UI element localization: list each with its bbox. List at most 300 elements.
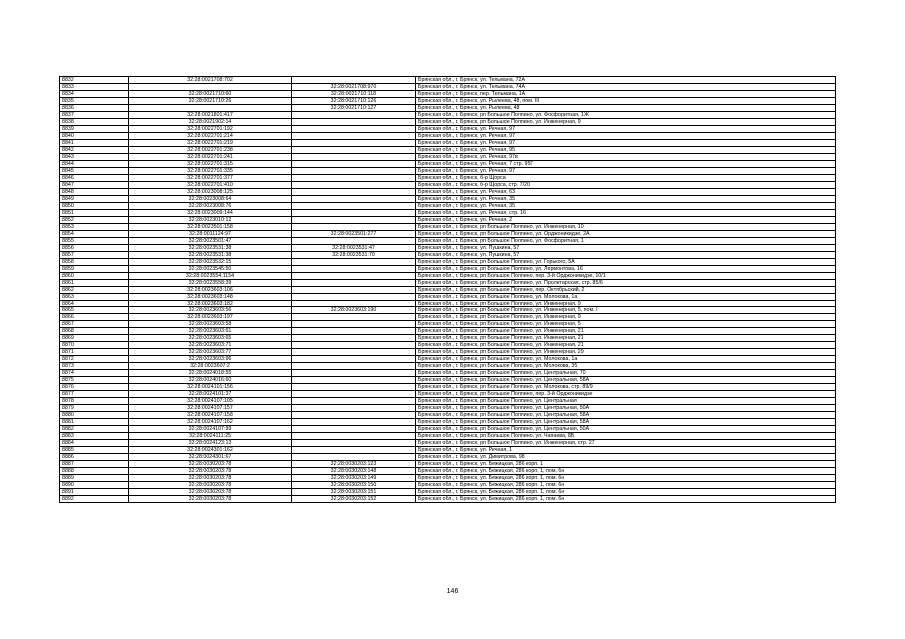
related-cadastral-cell bbox=[292, 349, 416, 356]
related-cadastral-cell bbox=[292, 111, 416, 118]
registry-table bbox=[59, 76, 836, 503]
cadastral-number-cell: 32:28:0030203:78 bbox=[129, 468, 292, 475]
related-cadastral-cell bbox=[292, 209, 416, 216]
table-row bbox=[60, 461, 836, 468]
address-cell: Брянская обл., г. Брянск, ул. Речная, 97 bbox=[416, 132, 836, 139]
address-cell: Брянская обл., г. Брянск, пер. Тельмана, 1А bbox=[416, 90, 836, 97]
address-cell: Брянская обл., г. Брянск, ул. Речная, 63 bbox=[416, 188, 836, 195]
cadastral-number-cell: 32:28:0023554:1154 bbox=[129, 272, 292, 279]
related-cadastral-cell bbox=[292, 167, 416, 174]
address-cell: Брянская обл., г. Брянск, рп Большое Полпино, ул. Молокова, стр. 89/9 bbox=[416, 384, 836, 391]
table-row bbox=[60, 314, 836, 321]
related-cadastral-cell bbox=[292, 391, 416, 398]
cadastral-number-cell: 32:28:0023008:76 bbox=[129, 202, 292, 209]
row-number-cell: 8875 bbox=[60, 377, 129, 384]
table-row bbox=[60, 83, 836, 90]
related-cadastral-cell bbox=[292, 405, 416, 412]
cadastral-number-cell: 32:28:0023603:106 bbox=[129, 286, 292, 293]
table-row bbox=[60, 167, 836, 174]
address-cell: Брянская обл., г. Брянск, ул. Речная, 97 bbox=[416, 167, 836, 174]
row-number-cell: 8866 bbox=[60, 314, 129, 321]
table-row bbox=[60, 349, 836, 356]
related-cadastral-cell bbox=[292, 454, 416, 461]
address-cell: Брянская обл., г. Брянск, ул. Речная, 1 bbox=[416, 447, 836, 454]
row-number-cell: 8877 bbox=[60, 391, 129, 398]
table-row bbox=[60, 174, 836, 181]
table-row bbox=[60, 412, 836, 419]
table-row bbox=[60, 230, 836, 237]
row-number-cell: 8879 bbox=[60, 405, 129, 412]
cadastral-number-cell: 32:28:0023607:2 bbox=[129, 363, 292, 370]
address-cell: Брянская обл., г. Брянск, ул. Бежицкая, 286 корп. 1, пом. 6н bbox=[416, 496, 836, 503]
row-number-cell: 8884 bbox=[60, 440, 129, 447]
cadastral-number-cell: 32:28:0023603:148 bbox=[129, 293, 292, 300]
table-row bbox=[60, 202, 836, 209]
row-number-cell: 8867 bbox=[60, 321, 129, 328]
related-cadastral-cell bbox=[292, 181, 416, 188]
row-number-cell: 8886 bbox=[60, 454, 129, 461]
address-cell: Брянская обл., г. Брянск, рп Большое Полпино, ул. Центральная, 58А bbox=[416, 377, 836, 384]
table-row bbox=[60, 475, 836, 482]
related-cadastral-cell bbox=[292, 195, 416, 202]
address-cell: Брянская обл., г. Брянск, ул. Рылеева, 48, пом. III bbox=[416, 97, 836, 104]
related-cadastral-cell bbox=[292, 363, 416, 370]
address-cell: Брянская обл., г. Брянск, рп Большое Полпино, ул. Центральная, 50А bbox=[416, 405, 836, 412]
row-number-cell: 8868 bbox=[60, 328, 129, 335]
related-cadastral-cell bbox=[292, 398, 416, 405]
address-cell: Брянская обл., г. Брянск, рп Большое Полпино, ул. Инженерная, стр. 27 bbox=[416, 440, 836, 447]
table-row bbox=[60, 342, 836, 349]
table-row bbox=[60, 370, 836, 377]
row-number-cell: 8878 bbox=[60, 398, 129, 405]
address-cell: Брянская обл., г. Брянск, рп Большое Полпино, ул. Орджоникидзе, 2А bbox=[416, 230, 836, 237]
cadastral-number-cell: 32:28:0022701:192 bbox=[129, 125, 292, 132]
address-cell: Брянская обл., г. Брянск, ул. Речная, 7 стр. 95Г bbox=[416, 160, 836, 167]
row-number-cell: 8832 bbox=[60, 77, 129, 84]
cadastral-number-cell: 32:28:0024101:156 bbox=[129, 384, 292, 391]
cadastral-number-cell: 32:28:0024301:162 bbox=[129, 447, 292, 454]
address-cell: Брянская обл., г. Брянск, рп Большое Полпино, ул. Инженерная, 21 bbox=[416, 335, 836, 342]
related-cadastral-cell: 32:28:0030203:150 bbox=[292, 482, 416, 489]
address-cell: Брянская обл., г. Брянск, ул. Речная, 35 bbox=[416, 195, 836, 202]
cadastral-number-cell: 32:28:0023545:50 bbox=[129, 265, 292, 272]
cadastral-number-cell: 32:28:0021801:417 bbox=[129, 111, 292, 118]
table-row bbox=[60, 496, 836, 503]
row-number-cell: 8874 bbox=[60, 370, 129, 377]
cadastral-number-cell: 32:28:0022701:335 bbox=[129, 167, 292, 174]
row-number-cell: 8858 bbox=[60, 258, 129, 265]
table-row bbox=[60, 405, 836, 412]
address-cell: Брянская обл., г. Брянск, ул. Речная, 2 bbox=[416, 216, 836, 223]
cadastral-number-cell: 32:28:0021710:26 bbox=[129, 97, 292, 104]
cadastral-number-cell: 32:28:0022701:238 bbox=[129, 146, 292, 153]
row-number-cell: 8871 bbox=[60, 349, 129, 356]
related-cadastral-cell: 32:28:0030203:152 bbox=[292, 496, 416, 503]
cadastral-number-cell: 32:28:0023008:64 bbox=[129, 195, 292, 202]
row-number-cell: 8887 bbox=[60, 461, 129, 468]
row-number-cell: 8850 bbox=[60, 202, 129, 209]
related-cadastral-cell bbox=[292, 139, 416, 146]
row-number-cell: 8846 bbox=[60, 174, 129, 181]
related-cadastral-cell: 32:28:0030203:148 bbox=[292, 468, 416, 475]
related-cadastral-cell: 32:28:0021710:126 bbox=[292, 97, 416, 104]
row-number-cell: 8854 bbox=[60, 230, 129, 237]
table-row bbox=[60, 146, 836, 153]
related-cadastral-cell: 32:28:0030203:123 bbox=[292, 461, 416, 468]
table-row bbox=[60, 160, 836, 167]
table-row bbox=[60, 223, 836, 230]
address-cell: Брянская обл., г. Брянск, ул. Речная, 35 bbox=[416, 202, 836, 209]
address-cell: Брянская обл., г. Брянск, ул. Пушкина, 57 bbox=[416, 251, 836, 258]
table-row bbox=[60, 391, 836, 398]
address-cell: Брянская обл., г. Брянск, ул. Пушкина, 57 bbox=[416, 244, 836, 251]
table-row bbox=[60, 188, 836, 195]
table-row bbox=[60, 237, 836, 244]
address-cell: Брянская обл., г. Брянск, рп Большое Полпино, ул. Центральная, 50А bbox=[416, 426, 836, 433]
address-cell: Брянская обл., г. Брянск, рп Большое Полпино, ул. Инженерная, 21 bbox=[416, 342, 836, 349]
row-number-cell: 8880 bbox=[60, 412, 129, 419]
row-number-cell: 8836 bbox=[60, 104, 129, 111]
cadastral-number-cell: 32:28:0023603:61 bbox=[129, 328, 292, 335]
related-cadastral-cell bbox=[292, 118, 416, 125]
cadastral-number-cell: 32:28:0024101:37 bbox=[129, 391, 292, 398]
table-row bbox=[60, 104, 836, 111]
related-cadastral-cell bbox=[292, 384, 416, 391]
table-row bbox=[60, 272, 836, 279]
row-number-cell: 8860 bbox=[60, 272, 129, 279]
table-row bbox=[60, 258, 836, 265]
table-row bbox=[60, 209, 836, 216]
related-cadastral-cell: 32:28:0021708:970 bbox=[292, 83, 416, 90]
related-cadastral-cell bbox=[292, 293, 416, 300]
cadastral-number-cell: 32:28:0024111:25 bbox=[129, 433, 292, 440]
address-cell: Брянская обл., г. Брянск, ул. Речная, 97 bbox=[416, 125, 836, 132]
related-cadastral-cell: 32:28:0023603:190 bbox=[292, 307, 416, 314]
cadastral-number-cell: 32:28:0023603:65 bbox=[129, 335, 292, 342]
cadastral-number-cell: 32:28:0023603:71 bbox=[129, 342, 292, 349]
related-cadastral-cell bbox=[292, 433, 416, 440]
cadastral-number-cell: 32:28:0030203:78 bbox=[129, 475, 292, 482]
cadastral-number-cell: 32:28:0022701:315 bbox=[129, 160, 292, 167]
table-row bbox=[60, 244, 836, 251]
row-number-cell: 8847 bbox=[60, 181, 129, 188]
cadastral-number-cell: 32:28:0024018:55 bbox=[129, 370, 292, 377]
cadastral-number-cell: 32:28:0023532:15 bbox=[129, 258, 292, 265]
table-row bbox=[60, 307, 836, 314]
related-cadastral-cell bbox=[292, 216, 416, 223]
row-number-cell: 8838 bbox=[60, 118, 129, 125]
address-cell: Брянская обл., г. Брянск, ул. Тельмана, 74А bbox=[416, 83, 836, 90]
row-number-cell: 8857 bbox=[60, 251, 129, 258]
table-row bbox=[60, 363, 836, 370]
row-number-cell: 8848 bbox=[60, 188, 129, 195]
cadastral-number-cell: 32:28:0022701:377 bbox=[129, 174, 292, 181]
address-cell: Брянская обл., г. Брянск, рп Большое Полпино, ул. Молокова, 35 bbox=[416, 363, 836, 370]
row-number-cell: 8849 bbox=[60, 195, 129, 202]
row-number-cell: 8881 bbox=[60, 419, 129, 426]
cadastral-number-cell: 32:28:0022701:214 bbox=[129, 132, 292, 139]
table-row bbox=[60, 139, 836, 146]
related-cadastral-cell bbox=[292, 419, 416, 426]
address-cell: Брянская обл., г. Брянск, рп Большое Полпино, ул. Центральная, 58А bbox=[416, 419, 836, 426]
row-number-cell: 8872 bbox=[60, 356, 129, 363]
table-row bbox=[60, 118, 836, 125]
cadastral-number-cell: 32:28:0022701:241 bbox=[129, 153, 292, 160]
cadastral-number-cell: 32:28:0024301:67 bbox=[129, 454, 292, 461]
related-cadastral-cell: 32:28:0030203:151 bbox=[292, 489, 416, 496]
row-number-cell: 8863 bbox=[60, 293, 129, 300]
row-number-cell: 8885 bbox=[60, 447, 129, 454]
cadastral-number-cell: 32:28:0030203:78 bbox=[129, 461, 292, 468]
table-row bbox=[60, 419, 836, 426]
cadastral-number-cell: 32:28:0024123:13 bbox=[129, 440, 292, 447]
address-cell: Брянская обл., г. Брянск, ул. Бежицкая, 286 корп. 1, пом. 6н bbox=[416, 468, 836, 475]
table-row bbox=[60, 398, 836, 405]
table-row bbox=[60, 195, 836, 202]
row-number-cell: 8853 bbox=[60, 223, 129, 230]
address-cell: Брянская обл., г. Брянск, ул. Речная, 95 bbox=[416, 146, 836, 153]
address-cell: Брянская обл., г. Брянск, рп Большое Полпино, ул. Фосфоритная, 1Ж bbox=[416, 111, 836, 118]
address-cell: Брянская обл., г. Брянск, ул. Бежицкая, 286 корп. 1, пом. 6н bbox=[416, 489, 836, 496]
address-cell: Брянская обл., г. Брянск, рп Большое Полпино, ул. Инженерная, 29 bbox=[416, 349, 836, 356]
cadastral-number-cell: 32:28:0023009:144 bbox=[129, 209, 292, 216]
table-row bbox=[60, 440, 836, 447]
related-cadastral-cell bbox=[292, 272, 416, 279]
related-cadastral-cell bbox=[292, 286, 416, 293]
address-cell: Брянская обл., г. Брянск, ул. Речная, 97в bbox=[416, 153, 836, 160]
address-cell: Брянская обл., г. Брянск, ул. Речная, 97 bbox=[416, 139, 836, 146]
row-number-cell: 8888 bbox=[60, 468, 129, 475]
cadastral-number-cell: 32:28:0024107:158 bbox=[129, 412, 292, 419]
address-cell: Брянская обл., г. Брянск, рп Большое Полпино, пер. 3-й Орджоникидзе bbox=[416, 391, 836, 398]
related-cadastral-cell: 32:28:0021710:118 bbox=[292, 90, 416, 97]
related-cadastral-cell: 32:28:0021710:127 bbox=[292, 104, 416, 111]
row-number-cell: 8856 bbox=[60, 244, 129, 251]
table-row bbox=[60, 300, 836, 307]
table-row bbox=[60, 426, 836, 433]
address-cell: Брянская обл., г. Брянск, рп Большое Полпино, ул. Центральная bbox=[416, 398, 836, 405]
related-cadastral-cell bbox=[292, 146, 416, 153]
table-row bbox=[60, 286, 836, 293]
cadastral-number-cell: 32:28:0021708:702 bbox=[129, 77, 292, 84]
row-number-cell: 8883 bbox=[60, 433, 129, 440]
row-number-cell: 8855 bbox=[60, 237, 129, 244]
row-number-cell: 8864 bbox=[60, 300, 129, 307]
cadastral-number-cell: 32:28:0024107:157 bbox=[129, 405, 292, 412]
address-cell: Брянская обл., г. Брянск, рп Большое Полпино, ул. Фосфоритная, 1 bbox=[416, 237, 836, 244]
related-cadastral-cell bbox=[292, 202, 416, 209]
related-cadastral-cell: 32:28:0023531:70 bbox=[292, 251, 416, 258]
address-cell: Брянская обл., г. Брянск, рп Большое Полпино, ул. Инженерная, 9 bbox=[416, 314, 836, 321]
table-row bbox=[60, 90, 836, 97]
related-cadastral-cell bbox=[292, 377, 416, 384]
cadastral-number-cell: 32:28:0023603:182 bbox=[129, 300, 292, 307]
table-row bbox=[60, 216, 836, 223]
row-number-cell: 8890 bbox=[60, 482, 129, 489]
cadastral-number-cell: 32:28:0023531:38 bbox=[129, 251, 292, 258]
row-number-cell: 8892 bbox=[60, 496, 129, 503]
cadastral-number-cell: 32:28:0023603:58 bbox=[129, 321, 292, 328]
table-row bbox=[60, 181, 836, 188]
cadastral-number-cell: 32:28:0021710:60 bbox=[129, 90, 292, 97]
row-number-cell: 8861 bbox=[60, 279, 129, 286]
row-number-cell: 8869 bbox=[60, 335, 129, 342]
cadastral-number-cell: 32:28:0023603:56 bbox=[129, 307, 292, 314]
cadastral-number-cell: 32:28:0024016:60 bbox=[129, 377, 292, 384]
table-row bbox=[60, 321, 836, 328]
cadastral-number-cell: 32:28:0023603:197 bbox=[129, 314, 292, 321]
table-row bbox=[60, 356, 836, 363]
address-cell: Брянская обл., г. Брянск, б-р Щорса, стр. 7/20 bbox=[416, 181, 836, 188]
address-cell: Брянская обл., г. Брянск, рп Большое Полпино, пер. Октябрьский, 2 bbox=[416, 286, 836, 293]
related-cadastral-cell bbox=[292, 342, 416, 349]
page-number: 146 bbox=[446, 588, 459, 595]
table-row bbox=[60, 111, 836, 118]
cadastral-number-cell: 32:28:0023603:96 bbox=[129, 356, 292, 363]
table-row bbox=[60, 482, 836, 489]
cadastral-number-cell: 32:28:0024107:105 bbox=[129, 398, 292, 405]
table-row bbox=[60, 328, 836, 335]
address-cell: Брянская обл., г. Брянск, рп Большое Полпино, ул. Инженерная, 10 bbox=[416, 223, 836, 230]
table-row bbox=[60, 293, 836, 300]
row-number-cell: 8870 bbox=[60, 342, 129, 349]
related-cadastral-cell bbox=[292, 440, 416, 447]
cadastral-number-cell: 32:28:0022701:219 bbox=[129, 139, 292, 146]
cadastral-number-cell: 32:28:0023558:39 bbox=[129, 279, 292, 286]
address-cell: Брянская обл., г. Брянск, рп Большое Полпино, ул. Инженерная, 9 bbox=[416, 300, 836, 307]
row-number-cell: 8865 bbox=[60, 307, 129, 314]
row-number-cell: 8876 bbox=[60, 384, 129, 391]
address-cell: Брянская обл., г. Брянск, рп Большое Полпино, ул. Инженерная, 9 bbox=[416, 118, 836, 125]
table-row bbox=[60, 335, 836, 342]
row-number-cell: 8839 bbox=[60, 125, 129, 132]
table-row bbox=[60, 377, 836, 384]
cadastral-number-cell: 32:28:0023501:47 bbox=[129, 237, 292, 244]
cadastral-number-cell bbox=[129, 104, 292, 111]
table-row bbox=[60, 279, 836, 286]
address-cell: Брянская обл., г. Брянск, рп Большое Полпино, ул. Центральная, 58А bbox=[416, 412, 836, 419]
related-cadastral-cell bbox=[292, 412, 416, 419]
address-cell: Брянская обл., г. Брянск, ул. Бежицкая, 286 корп. 1, пом. 6н bbox=[416, 482, 836, 489]
address-cell: Брянская обл., г. Брянск, рп Большое Полпино, ул. Горького, 5А bbox=[416, 258, 836, 265]
address-cell: Брянская обл., г. Брянск, б-р Щорса bbox=[416, 174, 836, 181]
cadastral-number-cell: 32:28:0023501:158 bbox=[129, 223, 292, 230]
cadastral-number-cell: 32:28:0023531:38 bbox=[129, 244, 292, 251]
row-number-cell: 8852 bbox=[60, 216, 129, 223]
related-cadastral-cell bbox=[292, 328, 416, 335]
related-cadastral-cell bbox=[292, 174, 416, 181]
address-cell: Брянская обл., г. Брянск, ул. Бежицкая, 286 корп. 1 bbox=[416, 461, 836, 468]
related-cadastral-cell bbox=[292, 77, 416, 84]
row-number-cell: 8889 bbox=[60, 475, 129, 482]
table-row bbox=[60, 489, 836, 496]
related-cadastral-cell bbox=[292, 314, 416, 321]
address-cell: Брянская обл., г. Брянск, рп Большое Полпино, ул. Молокова, 1а bbox=[416, 356, 836, 363]
related-cadastral-cell bbox=[292, 370, 416, 377]
related-cadastral-cell bbox=[292, 132, 416, 139]
cadastral-number-cell bbox=[129, 83, 292, 90]
table-row bbox=[60, 77, 836, 84]
address-cell: Брянская обл., г. Брянск, рп Большое Полпино, ул. Чапаева, 8Б bbox=[416, 433, 836, 440]
row-number-cell: 8891 bbox=[60, 489, 129, 496]
address-cell: Брянская обл., г. Брянск, рп Большое Полпино, ул. Центральная, 70 bbox=[416, 370, 836, 377]
related-cadastral-cell bbox=[292, 258, 416, 265]
row-number-cell: 8862 bbox=[60, 286, 129, 293]
table-row bbox=[60, 447, 836, 454]
table-row bbox=[60, 97, 836, 104]
related-cadastral-cell bbox=[292, 321, 416, 328]
cadastral-number-cell: 32:28:0030203:78 bbox=[129, 496, 292, 503]
address-cell: Брянская обл., г. Брянск, ул. Рылеева, 48 bbox=[416, 104, 836, 111]
row-number-cell: 8835 bbox=[60, 97, 129, 104]
address-cell: Брянская обл., г. Брянск, рп Большое Полпино, ул. Молокова, 1а bbox=[416, 293, 836, 300]
row-number-cell: 8843 bbox=[60, 153, 129, 160]
row-number-cell: 8873 bbox=[60, 363, 129, 370]
row-number-cell: 8859 bbox=[60, 265, 129, 272]
row-number-cell: 8851 bbox=[60, 209, 129, 216]
cadastral-number-cell: 32:28:0023008:125 bbox=[129, 188, 292, 195]
address-cell: Брянская обл., г. Брянск, ул. Речная, стр. 16 bbox=[416, 209, 836, 216]
address-cell: Брянская обл., г. Брянск, рп Большое Полпино, ул. Инженерная, 5 bbox=[416, 321, 836, 328]
address-cell: Брянская обл., г. Брянск, рп Большое Полпино, ул. Пролетарская, стр. 85/6 bbox=[416, 279, 836, 286]
cadastral-number-cell: 32:28:0021902:14 bbox=[129, 118, 292, 125]
related-cadastral-cell bbox=[292, 153, 416, 160]
cadastral-number-cell: 32:28:0030203:78 bbox=[129, 489, 292, 496]
cadastral-number-cell: 32:28:0024107:99 bbox=[129, 426, 292, 433]
related-cadastral-cell bbox=[292, 237, 416, 244]
related-cadastral-cell bbox=[292, 223, 416, 230]
related-cadastral-cell bbox=[292, 447, 416, 454]
related-cadastral-cell: 32:28:0030203:149 bbox=[292, 475, 416, 482]
address-cell: Брянская обл., г. Брянск, рп Большое Полпино, ул. Лермонтова, 16 bbox=[416, 265, 836, 272]
registry-table-body bbox=[60, 77, 836, 503]
related-cadastral-cell bbox=[292, 300, 416, 307]
related-cadastral-cell: 32:28:0023531:47 bbox=[292, 244, 416, 251]
address-cell: Брянская обл., г. Брянск, ул. Тельмана, 72А bbox=[416, 77, 836, 84]
row-number-cell: 8841 bbox=[60, 139, 129, 146]
row-number-cell: 8834 bbox=[60, 90, 129, 97]
address-cell: Брянская обл., г. Брянск, рп Большое Полпино, пер. 3-й Орджоникидзе, 10/1 bbox=[416, 272, 836, 279]
cadastral-number-cell: 32:28:0011124:97 bbox=[129, 230, 292, 237]
row-number-cell: 8882 bbox=[60, 426, 129, 433]
table-row bbox=[60, 251, 836, 258]
address-cell: Брянская обл., г. Брянск, ул. Димитрова, 98 bbox=[416, 454, 836, 461]
row-number-cell: 8840 bbox=[60, 132, 129, 139]
row-number-cell: 8837 bbox=[60, 111, 129, 118]
cadastral-number-cell: 32:28:0023603:77 bbox=[129, 349, 292, 356]
row-number-cell: 8844 bbox=[60, 160, 129, 167]
address-cell: Брянская обл., г. Брянск, рп Большое Полпино, ул. Инженерная, 21 bbox=[416, 328, 836, 335]
related-cadastral-cell bbox=[292, 265, 416, 272]
cadastral-number-cell: 32:28:0030203:78 bbox=[129, 482, 292, 489]
table-row bbox=[60, 454, 836, 461]
table-row bbox=[60, 125, 836, 132]
address-cell: Брянская обл., г. Брянск, рп Большое Полпино, ул. Инженерная, 5, пом. I bbox=[416, 307, 836, 314]
cadastral-number-cell: 32:28:0023010:12 bbox=[129, 216, 292, 223]
table-row bbox=[60, 433, 836, 440]
table-row bbox=[60, 132, 836, 139]
related-cadastral-cell bbox=[292, 335, 416, 342]
related-cadastral-cell bbox=[292, 356, 416, 363]
table-row bbox=[60, 468, 836, 475]
cadastral-number-cell: 32:28:0024107:162 bbox=[129, 419, 292, 426]
address-cell: Брянская обл., г. Брянск, ул. Бежицкая, 286 корп. 1, пом. 6н bbox=[416, 475, 836, 482]
related-cadastral-cell: 32:28:0023501:277 bbox=[292, 230, 416, 237]
related-cadastral-cell bbox=[292, 279, 416, 286]
related-cadastral-cell bbox=[292, 188, 416, 195]
table-row bbox=[60, 384, 836, 391]
related-cadastral-cell bbox=[292, 160, 416, 167]
